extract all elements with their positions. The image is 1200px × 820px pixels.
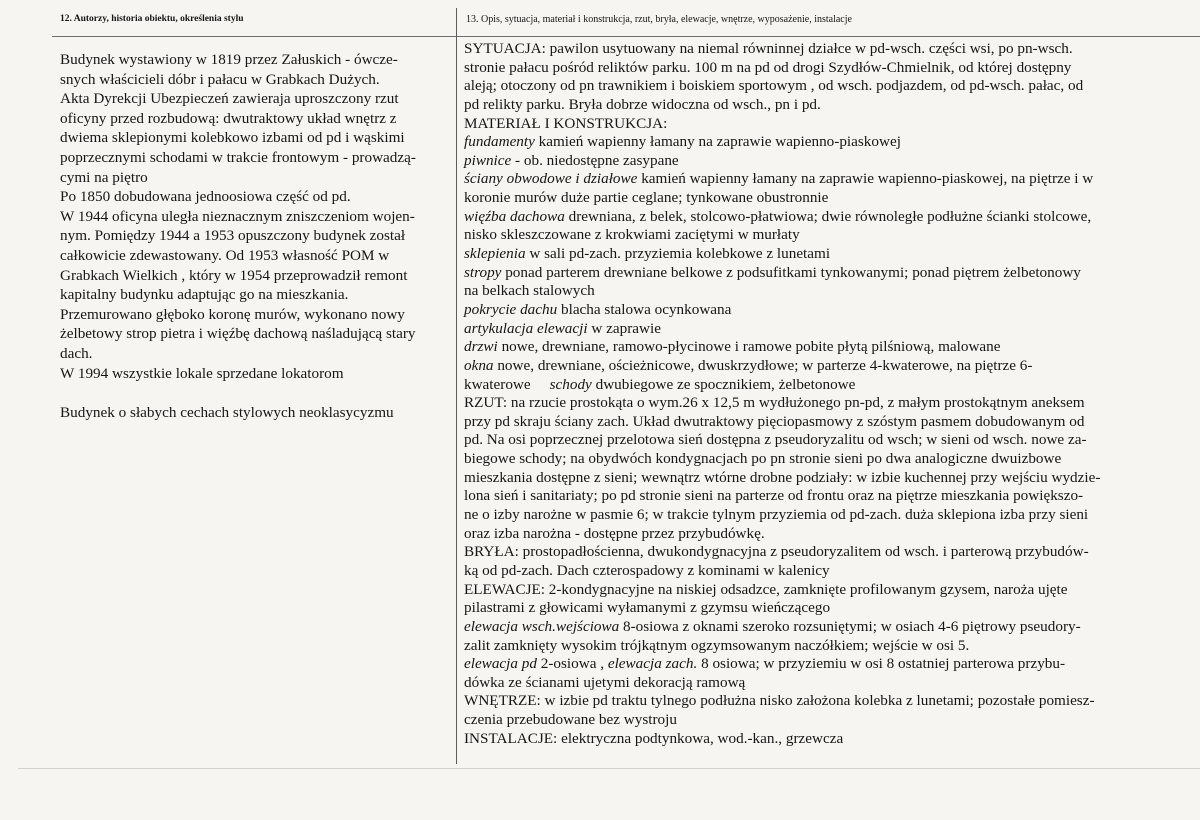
- description-text-line: [464, 692, 1194, 711]
- text-segment: WNĘTRZE: w izbie pd traktu tylnego podłużna nisko założona kolebka z lunetami; pozostałe pomiesz-: [464, 692, 1095, 710]
- description-text-line: [464, 338, 1194, 357]
- description-text-line: [464, 357, 1194, 376]
- text-segment: MATERIAŁ I KONSTRUKCJA:: [464, 114, 668, 132]
- text-segment: ponad parterem drewniane belkowe z podsufitkami tynkowanymi; ponad piętrem żelbetonowy: [501, 263, 1081, 281]
- text-segment: stronie pałacu pośród reliktów parku. 100 m na pd od drogi Szydłów-Chmielnik, od której dostępny: [464, 58, 1072, 76]
- text-segment: zalit zamknięty wysokim trójkątnym ogzymsowanym naczółkiem; wejście w osi 5.: [464, 636, 970, 654]
- description-text-line: [464, 133, 1194, 152]
- description-text-line: [464, 226, 1194, 245]
- text-segment: mieszkania dostępne z sieni; wewnątrz wtórne drobne podziały: w izbie kuchennej przy wejściu wydzie-: [464, 468, 1101, 486]
- description-text-line: [464, 376, 1194, 395]
- text-segment: pilastrami z głowicami wyłamanymi z gzymsu wieńczącego: [464, 599, 831, 617]
- description-text-line: [464, 59, 1194, 78]
- description-text-line: [464, 77, 1194, 96]
- description-text-line: [464, 599, 1194, 618]
- history-text-line: kapitalny budynku adaptując go na mieszkania.: [60, 286, 349, 304]
- text-segment: kamień wapienny łamany na zaprawie wapienno-piaskowej: [534, 133, 901, 151]
- history-text-line: Przemurowano głęboko koronę murów, wykonano nowy: [60, 305, 405, 323]
- history-text-line: Budynek o słabych cechach stylowych neoklasycyzmu: [60, 403, 394, 421]
- description-text-line: [464, 208, 1194, 227]
- description-text-line: [464, 711, 1194, 730]
- description-text-line: [464, 618, 1194, 637]
- text-segment: przy pd skraju ściany zach. Układ dwutraktowy pięciopasmowy z szóstym pasmem dobudowanym od: [464, 412, 1085, 430]
- history-text-line: snych właścicieli dóbr i pałacu w Grabkach Dużych.: [60, 70, 380, 88]
- history-text-line: nym. Pomiędzy 1944 a 1953 opuszczony budynek został: [60, 227, 406, 245]
- history-text-line: oficyny przed rozbudową: dwutraktowy układ wnętrz z: [60, 109, 397, 127]
- description-text-line: [464, 525, 1194, 544]
- italic-term: stropy: [464, 263, 502, 281]
- description-text-line: [464, 115, 1194, 134]
- description-text-line: [464, 264, 1194, 283]
- text-segment: - ob. niedostępne zasypane: [511, 151, 679, 169]
- right-column-heading: 13. Opis, sytuacja, materiał i konstrukcja, rzut, bryła, elewacje, wnętrze, wyposażenie, instalacje: [466, 14, 852, 25]
- history-column: [60, 50, 440, 422]
- text-segment: czenia przebudowane bez wystroju: [464, 711, 677, 729]
- history-text-line: [60, 383, 440, 403]
- text-segment: 2-osiowa ,: [536, 655, 608, 673]
- text-segment: oraz izba narożna - dostępne przez przybudówkę.: [464, 524, 765, 542]
- text-segment: kamień wapienny łamany na zaprawie wapienno-piaskowej, na piętrze i w: [637, 170, 1094, 188]
- description-text-line: [464, 562, 1194, 581]
- text-segment: ELEWACJE: 2-kondygnacyjne na niskiej odsadzce, zamknięte profilowanym gzysem, naroża ujęte: [464, 580, 1068, 598]
- italic-term: artykulacja elewacji: [464, 319, 588, 337]
- description-text-line: [464, 301, 1194, 320]
- text-segment: pd relikty parku. Bryła dobrze widoczna od wsch., pn i pd.: [464, 95, 821, 113]
- italic-term: fundamenty: [464, 133, 535, 151]
- text-segment: pd. Na osi poprzecznej przelotowa sień dostępna z pseudoryzalitu od wsch; w sieni od wsch. nowe za-: [464, 431, 1087, 449]
- description-text-line: [464, 96, 1194, 115]
- text-segment: SYTUACJA: pawilon usytuowany na niemal równinnej działce w pd-wsch. części wsi, po pn-wsch.: [464, 40, 1073, 57]
- history-text-line: W 1944 oficyna uległa nieznacznym zniszczeniom wojen-: [60, 207, 415, 225]
- italic-term: elewacja wsch.wejściowa: [464, 617, 620, 635]
- italic-term: okna: [464, 356, 494, 374]
- history-text-line: poprzecznymi schodami w trakcie frontowym - prowadzą-: [60, 148, 416, 166]
- description-text-line: [464, 413, 1194, 432]
- text-segment: w zaprawie: [587, 319, 661, 337]
- description-text-line: [464, 469, 1194, 488]
- italic-term: piwnice: [464, 151, 512, 169]
- history-text-line: Budynek wystawiony w 1819 przez Załuskich - ówcze-: [60, 51, 398, 68]
- description-text-line: [464, 189, 1194, 208]
- italic-term: więźba dachowa: [464, 207, 565, 225]
- text-segment: drewniana, z belek, stolcowo-płatwiowa; dwie równoległe podłużne ścianki stolcowe,: [564, 207, 1092, 225]
- italic-term: schody: [549, 375, 592, 393]
- italic-term: drzwi: [464, 338, 498, 356]
- description-text-line: [464, 282, 1194, 301]
- description-text-line: [464, 581, 1194, 600]
- text-segment: lona sień i sanitariaty; po pd stronie sieni na parterze od frontu oraz na piętrze mieszkania powiększo-: [464, 487, 1084, 505]
- description-text-line: [464, 655, 1194, 674]
- text-segment: INSTALACJE: elektryczna podtynkowa, wod.-kan., grzewcza: [464, 729, 844, 747]
- history-text-line: żelbetowy strop pietra i więźbę dachową naśladującą stary: [60, 325, 416, 343]
- text-segment: ką od pd-zach. Dach czterospadowy z kominami w kalenicy: [464, 561, 830, 579]
- column-divider: [456, 8, 457, 764]
- text-segment: nowe, drewniane, ościeżnicowe, dwuskrzydłowe; w parterze 4-kwaterowe, na piętrze 6-: [493, 356, 1033, 374]
- description-text-line: [464, 320, 1194, 339]
- text-segment: nowe, drewniane, ramowo-płycinowe i ramowe pobite płytą pilśniową, malowane: [497, 338, 1001, 356]
- left-column-heading: 12. Autorzy, historia obiektu, określenia stylu: [60, 14, 244, 24]
- italic-term: elewacja pd: [464, 655, 537, 673]
- text-segment: biegowe schody; na obydwóch kondygnacjach po pn stronie sieni po dwa analogiczne dwuizbowe: [464, 450, 1062, 468]
- description-text-line: [464, 543, 1194, 562]
- text-segment: nisko skleszczowane z krokwiami zaciętymi w murłaty: [464, 226, 800, 244]
- description-text-line: [464, 40, 1194, 59]
- description-text-line: [464, 730, 1194, 749]
- text-segment: dwubiegowe ze spocznikiem, żelbetonowe: [591, 375, 856, 393]
- description-text-line: [464, 487, 1194, 506]
- history-text-line: Grabkach Wielkich , który w 1954 przeprowadził remont: [60, 266, 408, 284]
- text-segment: 8-osiowa z oknami szeroko rozsuniętymi; w osiach 4-6 piętrowy pseudory-: [619, 617, 1081, 635]
- description-text-line: [464, 674, 1194, 693]
- text-segment: 8 osiowa; w przyziemiu w osi 8 ostatniej parterowa przybu-: [697, 655, 1066, 673]
- history-text-line: dach.: [60, 344, 93, 362]
- history-text-line: całkowicie zdewastowany. Od 1953 własność POM w: [60, 246, 390, 264]
- description-text-line: [464, 637, 1194, 656]
- italic-term: pokrycie dachu: [464, 300, 558, 318]
- text-segment: blacha stalowa ocynkowana: [557, 300, 732, 318]
- text-segment: RZUT: na rzucie prostokąta o wym.26 x 12,5 m wydłużonego pn-pd, z małym prostokątnym aneksem: [464, 394, 1085, 412]
- italic-term: sklepienia: [464, 245, 526, 263]
- history-text-line: dwiema sklepionymi kolebkowo izbami od pd i wąskimi: [60, 129, 405, 147]
- description-text-line: [464, 506, 1194, 525]
- description-text-line: [464, 245, 1194, 264]
- history-text-line: Akta Dyrekcji Ubezpieczeń zawieraja uproszczony rzut: [60, 90, 399, 108]
- history-text-line: W 1994 wszystkie lokale sprzedane lokatorom: [60, 364, 344, 382]
- header-rule: [52, 36, 1200, 37]
- text-segment: koronie murów duże partie ceglane; tynkowane obustronnie: [464, 189, 829, 207]
- description-text-line: [464, 431, 1194, 450]
- history-text-line: cymi na piętro: [60, 168, 148, 186]
- text-segment: ne o izby narożne w pasmie 6; w trakcie tylnym przyziemia od pd-zach. duża sklepiona izba przy sieni: [464, 506, 1089, 524]
- description-text-line: [464, 170, 1194, 189]
- italic-term: ściany obwodowe i działowe: [464, 170, 638, 188]
- text-segment: dówka ze ścianami ujetymi dekoracją ramową: [464, 673, 746, 691]
- description-column: [464, 40, 1194, 748]
- italic-term: elewacja zach.: [607, 655, 698, 673]
- text-segment: kwaterowe: [464, 375, 550, 393]
- description-text-line: [464, 152, 1194, 171]
- text-segment: na belkach stalowych: [464, 282, 595, 300]
- text-segment: w sali pd-zach. przyziemia kolebkowe z lunetami: [525, 245, 831, 263]
- text-segment: BRYŁA: prostopadłościenna, dwukondygnacyjna z pseudoryzalitem od wsch. i parterową przybudów-: [464, 543, 1089, 561]
- footer-rule: [18, 768, 1200, 769]
- description-text-line: [464, 394, 1194, 413]
- history-text-line: Po 1850 dobudowana jednoosiowa część od pd.: [60, 188, 351, 206]
- text-segment: aleją; otoczony od pn trawnikiem i boiskiem sportowym , od wsch. podjazdem, od pd-wsch. pałac, od: [464, 77, 1084, 95]
- description-text-line: [464, 450, 1194, 469]
